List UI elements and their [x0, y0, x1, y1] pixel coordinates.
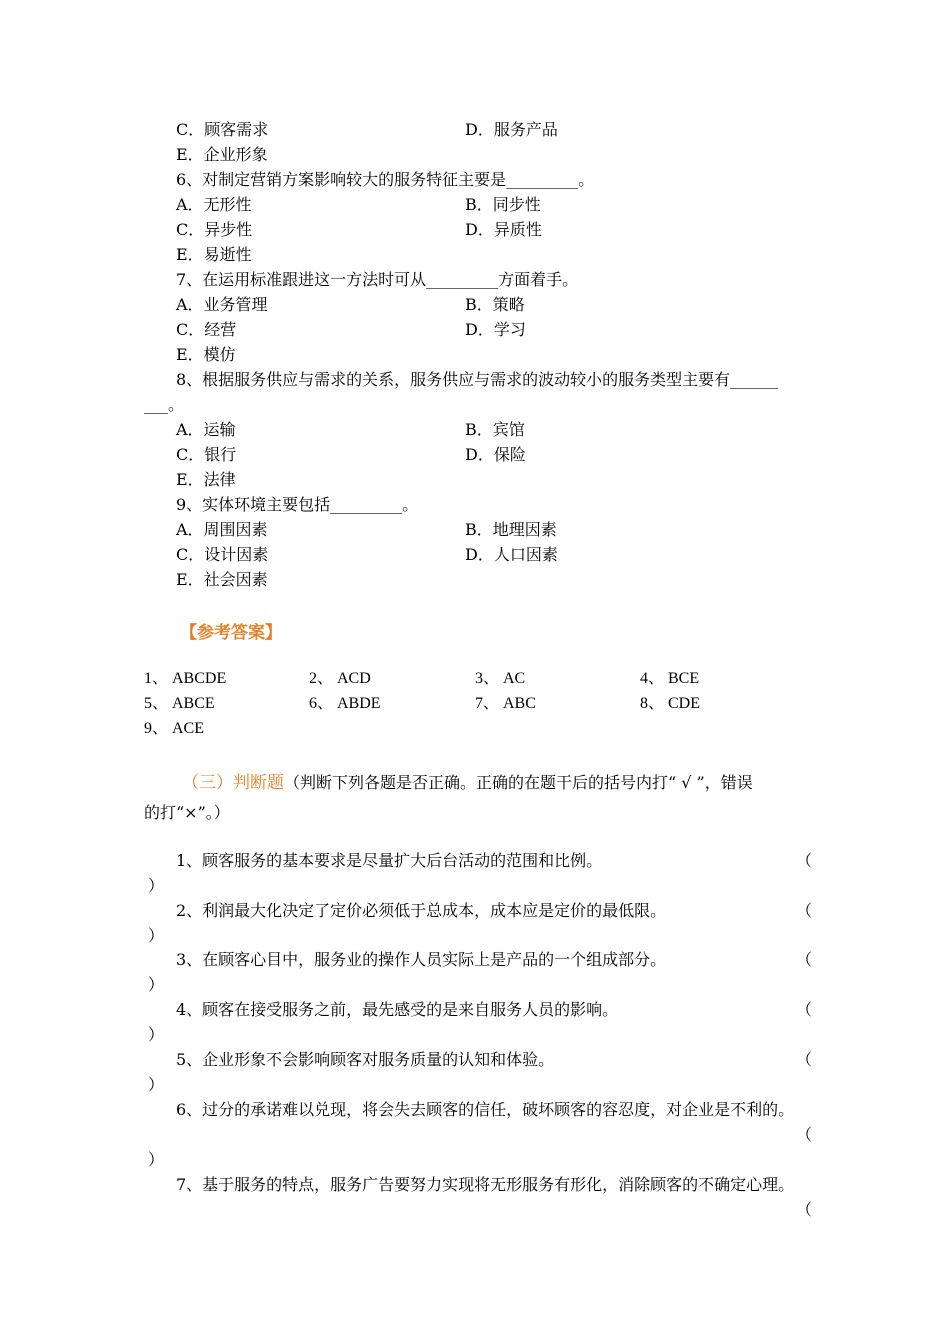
answer-item: 1、 ABCDE — [144, 670, 227, 687]
section3-instruction: （判断下列各题是否正确。正确的在题干后的括号内打“ √ ”，错误 — [284, 773, 753, 792]
judge-item-6: 6、过分的承诺难以兑现，将会失去顾客的信任，破坏顾客的容忍度，对企业是不利的。 — [176, 1100, 795, 1119]
q8-stem-line2: ___。 — [144, 395, 185, 414]
q9-stem: 9、实体环境主要包括_________。 — [176, 495, 419, 514]
q7-option-b: B．策略 — [465, 295, 525, 314]
q7-option-e: E．模仿 — [176, 345, 236, 364]
q5-option-c: C．顾客需求 — [176, 120, 269, 139]
answer-paren-close: ） — [148, 876, 165, 895]
q6-option-b: B．同步性 — [465, 195, 541, 214]
q7-option-a: A．业务管理 — [176, 295, 268, 314]
answer-item: 6、 ABDE — [309, 695, 381, 712]
q6-option-a: A．无形性 — [176, 195, 252, 214]
judge-item-3: 3、在顾客心目中，服务业的操作人员实际上是产品的一个组成部分。 — [176, 950, 667, 969]
q6-option-c: C．异步性 — [176, 220, 253, 239]
q6-option-e: E．易逝性 — [176, 245, 252, 264]
answer-paren-close: ） — [148, 975, 165, 994]
q8-option-d: D．保险 — [465, 445, 526, 464]
q9-option-a: A．周围因素 — [176, 520, 268, 539]
answer-paren-open: （ — [796, 901, 813, 920]
judge-item-7: 7、基于服务的特点，服务广告要努力实现将无形服务有形化，消除顾客的不确定心理。 — [176, 1175, 795, 1194]
judge-item-1: 1、顾客服务的基本要求是尽量扩大后台活动的范围和比例。 — [176, 851, 603, 870]
answer-paren-close: ） — [148, 1075, 165, 1094]
section3-instruction-cont: 的打“×”。） — [144, 803, 230, 822]
q8-option-b: B．宾馆 — [465, 420, 525, 439]
answer-paren-close: ） — [148, 1150, 165, 1169]
q8-option-e: E．法律 — [176, 470, 236, 489]
judge-item-2: 2、利润最大化决定了定价必须低于总成本，成本应是定价的最低限。 — [176, 901, 667, 920]
answer-paren-close: ） — [148, 1025, 165, 1044]
section3-title: （三）判断题 — [182, 773, 284, 793]
q7-option-c: C．经营 — [176, 320, 237, 339]
judge-item-5: 5、企业形象不会影响顾客对服务质量的认知和体验。 — [176, 1050, 555, 1069]
q9-option-d: D．人口因素 — [465, 545, 558, 564]
answer-item: 3、 AC — [475, 670, 526, 687]
q6-option-d: D．异质性 — [465, 220, 542, 239]
q8-option-c: C．银行 — [176, 445, 237, 464]
q7-option-d: D．学习 — [465, 320, 526, 339]
q6-stem: 6、对制定营销方案影响较大的服务特征主要是_________。 — [176, 170, 595, 189]
answer-paren-open: （ — [796, 1050, 813, 1069]
q9-option-e: E．社会因素 — [176, 570, 268, 589]
q8-stem-line1: 8、根据服务供应与需求的关系，服务供应与需求的波动较小的服务类型主要有______ — [176, 370, 779, 389]
answers-heading: 【参考答案】 — [180, 623, 282, 643]
answer-paren-open: （ — [796, 1000, 813, 1019]
answer-item: 2、 ACD — [309, 670, 371, 687]
answer-item: 7、 ABC — [475, 695, 536, 712]
answer-paren-open: （ — [796, 1200, 813, 1219]
answer-item: 4、 BCE — [640, 670, 700, 687]
answer-paren-open: （ — [796, 1125, 813, 1144]
answer-paren-open: （ — [796, 851, 813, 870]
judge-item-4: 4、顾客在接受服务之前，最先感受的是来自服务人员的影响。 — [176, 1000, 619, 1019]
section3-heading — [182, 773, 753, 793]
q5-option-d: D．服务产品 — [465, 120, 558, 139]
q8-option-a: A．运输 — [176, 420, 236, 439]
answer-item: 9、 ACE — [144, 720, 205, 737]
answer-paren-close: ） — [148, 926, 165, 945]
answer-item: 8、 CDE — [640, 695, 701, 712]
q5-option-e: E．企业形象 — [176, 145, 268, 164]
q9-option-c: C．设计因素 — [176, 545, 269, 564]
q7-stem: 7、在运用标准跟进这一方法时可从_________方面着手。 — [176, 270, 579, 289]
answer-item: 5、 ABCE — [144, 695, 215, 712]
answer-paren-open: （ — [796, 950, 813, 969]
q9-option-b: B．地理因素 — [465, 520, 557, 539]
